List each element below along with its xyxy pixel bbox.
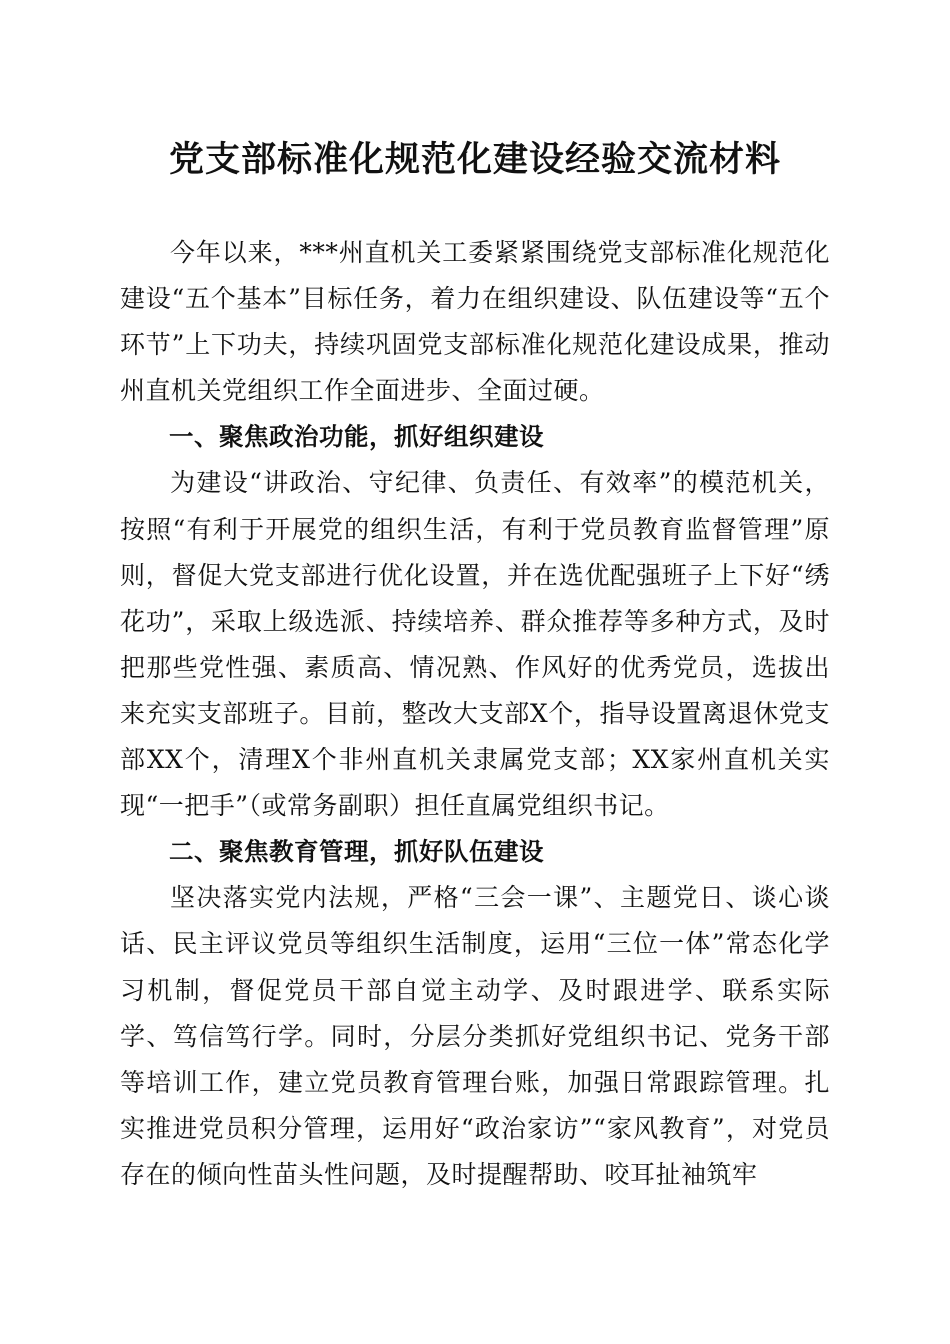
- document-body: [120, 230, 830, 1198]
- section-2-paragraph: 坚决落实党内法规，严格“三会一课”、主题党日、谈心谈话、民主评议党员等组织生活制度，运用“三位一体”常态化学习机制，督促党员干部自觉主动学、及时跟进学、联系实际学、笃信笃行学。同时，分层分类抓好党组织书记、党务干部等培训工作，建立党员教育管理台账，加强日常跟踪管理。扎实推进党员积分管理，运用好“政治家访”“家风教育”，对党员存在的倾向性苗头性问题，及时提醒帮助、咬耳扯袖筑牢: [120, 883, 830, 1189]
- document-title: 党支部标准化规范化建设经验交流材料: [168, 139, 781, 180]
- section-1-heading: 一、聚焦政治功能，抓好组织建设: [169, 422, 544, 452]
- section-2-heading: 二、聚焦教育管理，抓好队伍建设: [169, 837, 544, 867]
- intro-paragraph: 今年以来，***州直机关工委紧紧围绕党支部标准化规范化建设“五个基本”目标任务，着力在组织建设、队伍建设等“五个环节”上下功夫，持续巩固党支部标准化规范化建设成果，推动州直机关党组织工作全面进步、全面过硬。: [120, 238, 830, 406]
- section-1-paragraph: 为建设“讲政治、守纪律、负责任、有效率”的模范机关，按照“有利于开展党的组织生活，有利于党员教育监督管理”原则，督促大党支部进行优化设置，并在选优配强班子上下好“绣花功”，采取上级选派、持续培养、群众推荐等多种方式，及时把那些党性强、素质高、情况熟、作风好的优秀党员，选拔出来充实支部班子。目前，整改大支部X个，指导设置离退休党支部XX个，清理X个非州直机关隶属党支部；XX家州直机关实现“一把手”（或常务副职）担任直属党组织书记。: [120, 468, 830, 821]
